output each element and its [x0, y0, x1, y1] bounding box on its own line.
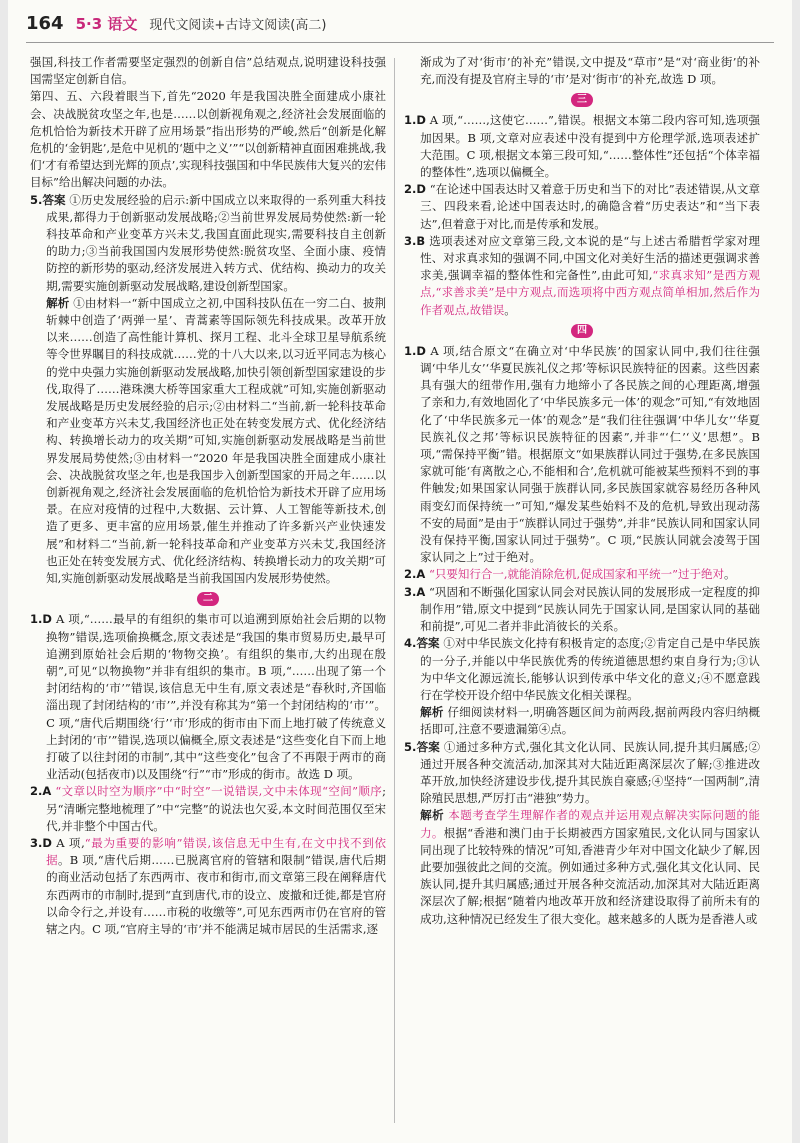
highlight-text: “求真求知”是西方观点,“求善求美”是中方观点,而选项将中西方观点简单相加,然后作为作者观点,故错误: [420, 268, 760, 317]
page-header: [26, 10, 326, 36]
highlight-text: “文章以时空为顺序”中“时空”一说错误,文中未体现“空间”顺序: [55, 784, 383, 799]
analysis-label: 解析: [420, 808, 445, 823]
answer-item-3: 3.D A 项,“最为重要的影响”错误,该信息无中生有,在文中找不到依据。B 项,“唐代后期……已脱离官府的管辖和限制”错误,唐代后期的商业活动包括了东西两市、夜市和街市,而文章第三段在阐释唐代东西两市的市制时,提到“直到唐代,市的设立、废撤和迁徙,都是官府以命令行之,并设有……市税的收缴等”,可见东西两市仍在官府的管辖之内。C 项,“官府主导的‘市’并不能满足城市居民的生活需求,逐: [30, 835, 386, 936]
analysis-label: 解析: [420, 705, 444, 720]
answer-label: 答案: [42, 192, 66, 207]
analysis-block: 解析 本题考查学生理解作者的观点并运用观点解决实际问题的能力。根据“香港和澳门由于长期被西方国家殖民,文化认同与国家认同出现了比较特殊的情况”可知,香港青少年对中国文化缺少了解,因此要加强彼此之间的交流。例如通过多种方式,强化其文化认同、民族认同,提升其归属感;通过开展各种交流活动,加深其对大陆近距离深层次了解;根据“随着内地改革开放和经济建设取得了前所未有的成功,这种情况已经发生了很大变化。越来越多的人既为是香港人或: [420, 808, 761, 926]
analysis-label: 解析: [46, 295, 70, 310]
answer-label: 答案: [416, 739, 441, 754]
brand-logo: 5·3 语文: [75, 14, 138, 33]
answer-item-4: 4.答案 ①对中华民族文化持有积极肯定的态度;②肯定自己是中华民族的一分子,并能以中华民族优秀的传统道德思想约束自身行为;③认为中华文化源远流长,能够认识到传承中华文化的意义;④不愿意践行在学校开设介绍中华民族文化相关课程。: [404, 636, 761, 702]
highlight-text: “最为重要的影响”错误,该信息无中生有,在文中找不到依据: [46, 835, 386, 868]
paragraph: 强国,科技工作者需要坚定强烈的创新自信”总结观点,说明建设科技强国需坚定创新自信。: [30, 55, 386, 87]
book-subtitle: 现代文阅读+古诗文阅读(高二): [149, 17, 327, 33]
answer-item-2: 2.A “文章以时空为顺序”中“时空”一说错误,文中未体现“空间”顺序;另“清晰完整地梳理了”中“完整”的说法也欠妥,本文时间范围仅至宋代,并非整个中国古代。: [30, 784, 386, 833]
answer-item-5: 5.答案 ①历史发展经验的启示:新中国成立以来取得的一系列重大科技成果,都得力于创新驱动发展战略;②当前世界发展局势使然:新一轮科技革命和产业变革方兴未艾,我国直面此现实,需要科技自主创新的助力;③当前我国国内发展形势使然:脱贫攻坚、全面小康、疫情防控的新形势的驱动,经济发展进入转方式、优结构、换动力的攻关期,需要实施创新驱动发展战略,建设创新型国家。: [30, 192, 387, 293]
paragraph: 渐成为了对‘街市’的补充”错误,文中提及“草市”是“对‘商业街’的补充,而没有提及官府主导的‘市’是对‘街市’的补充,故选 D 项。: [420, 55, 760, 87]
column-divider: [394, 58, 395, 1123]
answer-label: 答案: [416, 636, 440, 651]
highlight-text: 本题考查学生理解作者的观点并运用观点解决实际问题的能力。: [420, 808, 761, 840]
answer-item-1: 1.D A 项,结合原文“在确立对‘中华民族’的国家认同中,我们往往强调‘中华儿女’‘华夏民族礼仪之邦’等标识民族特征的因素。这些因素具有强大的纽带作用,强有力地缔小了各民族之间的心理距离,增强了亲和力,有效地固化了‘中华民族多元一体’的观念”可知,“有效地固化了‘中华民族多元一体’的观念”是“我们往往强调‘中华儿女’‘华夏民族礼仪之邦’等标识民族特征的因素”,并非“‘仁’‘义’思想”。B 项,“需保持平衡”错。根据原文“如果族群认同过于强势,在多民族国家就可能‘有离散之心,不能相和合’,危机就可能被某些预料不到的事件触发;如果国家认同强于族群认同,多民族国家就容易经历各种风雨变幻而保持统一”可知,“爆发某些始料不及的危机,导致出现动荡不安的局面”是由于“族群认同过于强势”,并非“民族认同和国家认同没有保持平衡,国家认同过于强势”。C 项,“民族认同就会凌驾于国家认同之上”过于绝对。: [404, 343, 760, 565]
section-marker-four: 四: [404, 324, 760, 338]
section-marker-two: 二: [30, 592, 386, 606]
header-rule: [26, 42, 774, 43]
answer-item-1: 1.D A 项,“……,这使它……”,错误。根据文本第二段内容可知,选项强加因果。B 项,文章对应表述中没有提到中方伦理学派,选项表述扩大范围。C 项,根据文本第三段可知,“……整体性”还包括“个体幸福的整体性”,选项以偏概全。: [404, 113, 760, 180]
highlight-text: “只要知行合一,就能消除危机,促成国家和平统一”过于绝对: [428, 567, 725, 582]
answer-item-5: 5.答案 ①通过多种方式,强化其文化认同、民族认同,提升其归属感;②通过开展各种交流活动,加深其对大陆近距离深层次了解;③推进改革开放,加快经济建设步伐,提升其民族自豪感;④坚持“一国两制”,清除殖民思想,严厉打击“港独”势力。: [404, 739, 761, 806]
paragraph: 第四、五、六段着眼当下,首先“2020 年是我国决胜全面建成小康社会、决战脱贫攻坚之年,也是……以创新视角观之,经济社会发展面临的危机恰恰为新技术开辟了应用场景”指出形势的严峻,然后“创新是化解危机的‘金钥匙’,是危中见机的‘题中之义’”“以创新精神直面困难挑战,我们‘才有希望达到光辉的顶点’,实现科技强国和中华民族伟大复兴的宏伟目标”给出解决问题的办法。: [30, 89, 386, 190]
answer-item-3: 3.B 选项表述对应文章第三段,文本说的是“与上述古希腊哲学家对理性、对求真求知的强调不同,中国文化对美好生活的描述更强调求善求美,强调幸福的整体性和完备性”,由此可知,“求真求知”是西方观点,“求善求美”是中方观点,而选项将中西方观点简单相加,然后作为作者观点,故错误。: [404, 233, 760, 317]
answer-item-2: 2.D “在论述中国表达时又着意于历史和当下的对比”表述错误,从文章三、四段来看,论述中国表达时,的确隐含着“历史表达”和“当下表达”,但着意于对比,而是传承和发展。: [404, 182, 760, 231]
answer-item-1: 1.D A 项,“……最早的有组织的集市可以追溯到原始社会后期的以物换物”错误,选项偷换概念,原文表述是“我国的集市贸易历史,最早可追溯到原始社会后期的‘物物交换’。有组织的集市,大约出现在殷朝”,可见“以物换物”并非有组织的集市。B 项,“……出现了第一个封闭结构的‘市’”错误,该信息无中生有,原文表述是“春秋时,齐国临淄出现了封闭结构的‘市’”,并没有称其为“第一个封闭结构的‘市’”。C 项,“唐代后期围绕‘行’‘市’形成的街市由下而上地打破了传统意义上封闭的‘市’”错误,选项以偏概全,原文表述是“这些变化自下而上地打破了以往封闭的市制”,其中“这些变化”包含了不再限于两市的商业活动(包括夜市)以及围绕“行”“市”形成的街市。故选 D 项。: [30, 612, 387, 782]
page: [8, 0, 792, 1143]
left-column: [30, 54, 386, 938]
page-number: 164: [26, 12, 64, 34]
answer-item-3: 3.A “巩固和不断强化国家认同会对民族认同的发展形成一定程度的抑制作用”错,原文中提到“民族认同先于国家认同,是国家认同的基础和前提”,可见二者并非此消彼长的关系。: [404, 584, 760, 634]
section-marker-three: 三: [404, 93, 760, 107]
analysis-block: 解析 仔细阅读材料一,明确答题区间为前两段,据前两段内容归纳概括即可,注意不要遗漏第④点。: [420, 705, 761, 737]
right-column: [404, 54, 760, 928]
analysis-block: 解析 ①由材料一“新中国成立之初,中国科技队伍在一穷二白、披荆斩棘中创造了‘两弹一星’、青蒿素等国际领先科技成果。改革开放以来……创造了高性能计算机、探月工程、北斗全球卫星导航系统等令世界瞩目的科技成就……党的十八大以来,以习近平同志为核心的党中央强力实施创新驱动发展战略,加快引领创新型国家建设的步伐,取得了……港珠澳大桥等国家重大工程成就”可知,实施创新驱动发展战略是历史发展经验的启示;②由材料二“当前,新一轮科技革命和产业变革方兴未艾,我国经济也正处在转变发展方式、优化经济结构、转换增长动力的攻关期”可知,实施创新驱动发展战略是当前世界发展局势使然;③由材料一“2020 年是我国决胜全面建成小康社会、决战脱贫攻坚之年,也是我国步入创新型国家的开局之年……以创新视角观之,经济社会发展面临的危机恰恰为新技术开辟了应用场景。在应对疫情的过程中,大数据、云计算、人工智能等新技术,创造了更多、更丰富的应用场景,催生并推动了许多新兴产业快速发展”和材料二“当前,新一轮科技革命和产业变革方兴未艾,我国经济也正处在转变发展方式、优化经济结构、转换增长动力的攻关期”可知,实施创新驱动发展战略是当前我国国内发展形势使然。: [46, 295, 386, 586]
answer-item-2: 2.A “只要知行合一,就能消除危机,促成国家和平统一”过于绝对。: [404, 567, 736, 582]
